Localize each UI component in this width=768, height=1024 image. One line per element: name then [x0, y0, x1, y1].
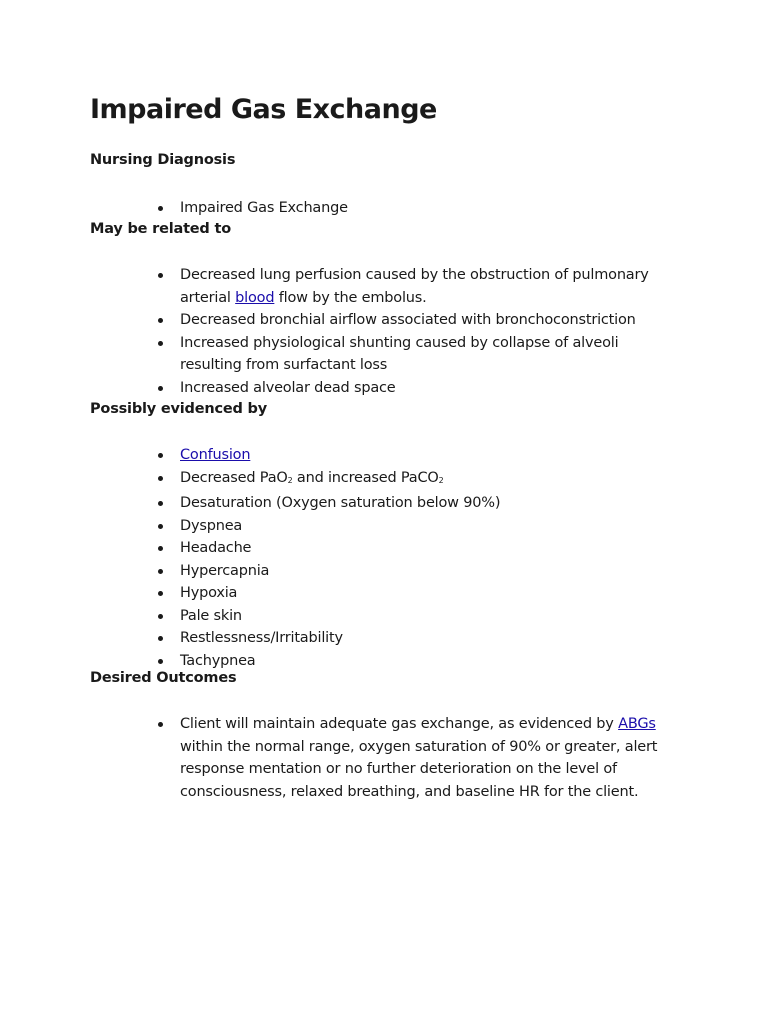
- list-item: Client will maintain adequate gas exchange, as evidenced by ABGs within the normal range, oxygen saturation of 90% or greater, alert response mentation or no further deterioration on the level of consciousness, relaxed breathing, and baseline HR for the client.: [155, 713, 675, 803]
- list-item: Increased alveolar dead space: [155, 377, 675, 400]
- section-heading-evidenced-by: Possibly evidenced by: [90, 401, 267, 417]
- section-heading-desired-outcomes: Desired Outcomes: [90, 670, 237, 686]
- nursing-diagnosis-list: [155, 197, 675, 220]
- list-item: Increased physiological shunting caused by collapse of alveoli resulting from surfactant loss: [155, 332, 675, 377]
- list-item: Hypoxia: [155, 582, 675, 605]
- related-to-list: [155, 264, 675, 399]
- list-item: Restlessness/Irritability: [155, 627, 675, 650]
- desired-outcomes-list: [155, 713, 675, 803]
- evidenced-by-list: [155, 444, 675, 672]
- list-item: Pale skin: [155, 605, 675, 628]
- blood-link[interactable]: blood: [235, 289, 275, 306]
- list-item: Decreased bronchial airflow associated with bronchoconstriction: [155, 309, 675, 332]
- abgs-link[interactable]: ABGs: [618, 716, 656, 732]
- list-item: Decreased lung perfusion caused by the obstruction of pulmonary arterial blood flow by the embolus.: [155, 264, 675, 309]
- section-heading-nursing-diagnosis: Nursing Diagnosis: [90, 152, 236, 168]
- list-item: Headache: [155, 537, 675, 560]
- confusion-link[interactable]: Confusion: [180, 447, 251, 463]
- list-item: [155, 444, 675, 467]
- page-title: Impaired Gas Exchange: [90, 94, 437, 125]
- list-item: Impaired Gas Exchange: [155, 197, 675, 220]
- list-item: Hypercapnia: [155, 560, 675, 583]
- list-item: Tachypnea: [155, 650, 675, 673]
- list-item: Decreased PaO$_2$ and increased PaCO$_2$: [155, 467, 675, 493]
- list-item: Dyspnea: [155, 515, 675, 538]
- list-item: Desaturation (Oxygen saturation below 90%): [155, 492, 675, 515]
- section-heading-related-to: May be related to: [90, 221, 231, 237]
